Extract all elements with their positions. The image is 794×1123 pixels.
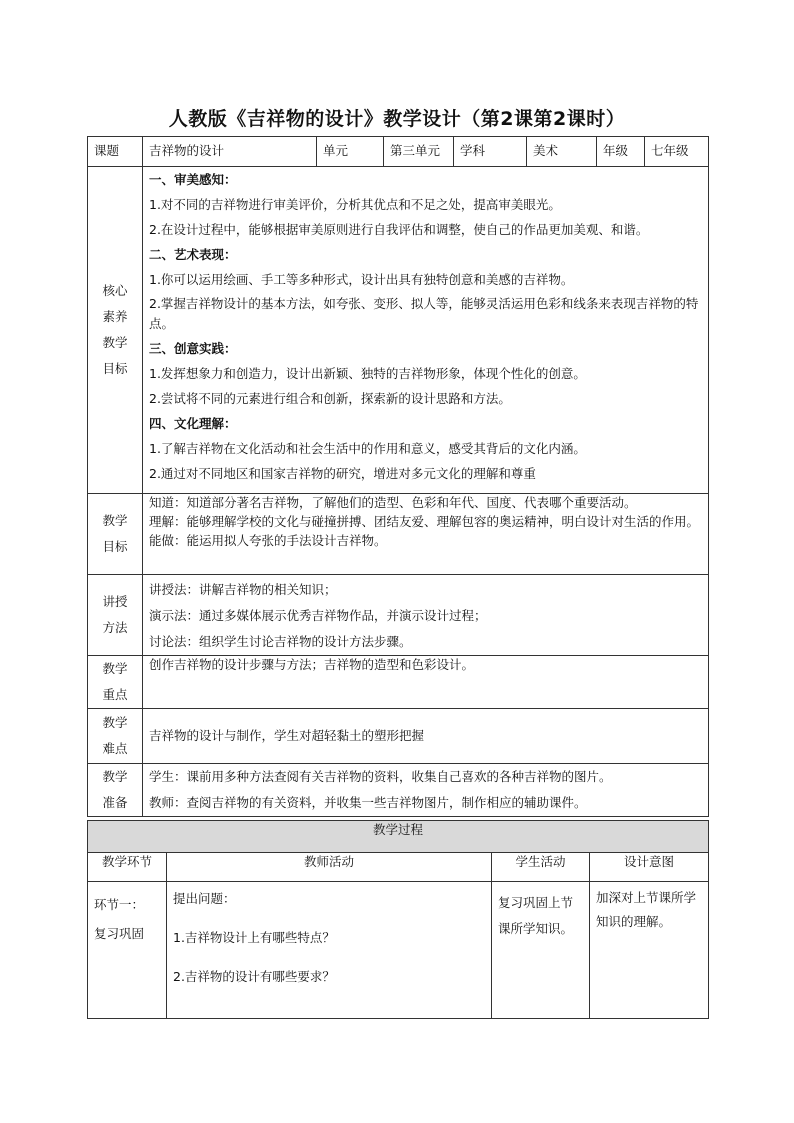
teacher-line: 提出问题： — [173, 891, 236, 906]
method-line: 讨论法：组织学生讨论吉祥物的设计方法步骤。 — [149, 634, 412, 649]
col-stage: 教学环节 — [88, 853, 167, 882]
difficulties-row — [88, 709, 709, 764]
subject-value: 美术 — [527, 137, 597, 167]
grade-label: 年级 — [597, 137, 645, 167]
section-title: 三、创意实践： — [149, 341, 237, 356]
section-title: 四、文化理解： — [149, 416, 237, 431]
method-line: 演示法：通过多媒体展示优秀吉祥物作品，并演示设计过程； — [149, 608, 487, 623]
design-intent-cell: 加深对上节课所学知识的理解。 — [590, 882, 709, 1019]
topic-label: 课题 — [88, 137, 143, 167]
preparation-label — [88, 764, 143, 817]
label-line: 目标 — [102, 539, 128, 554]
goal-item: 1.你可以运用绘画、手工等多种形式，设计出具有独特创意和美感的吉祥物。 — [149, 272, 574, 287]
goal-line: 知道：知道部分著名吉祥物，了解他们的造型、色彩和年代、国度、代表哪个重要活动。 — [149, 495, 637, 510]
stage-cell — [88, 882, 167, 1019]
goal-item: 1.了解吉祥物在文化活动和社会生活中的作用和意义，感受其背后的文化内涵。 — [149, 441, 586, 456]
process-banner: 教学过程 — [88, 821, 709, 853]
label-line: 教学 — [102, 769, 128, 784]
label-line: 教学 — [102, 513, 128, 528]
teaching-goals-content — [143, 494, 709, 575]
process-row — [88, 882, 709, 1019]
prep-line: 教师：查阅吉祥物的有关资料，并收集一些吉祥物图片，制作相应的辅助课件。 — [149, 795, 587, 810]
core-goals-content — [143, 167, 709, 494]
header-row — [88, 137, 709, 167]
teacher-activity-cell — [167, 882, 492, 1019]
preparation-content — [143, 764, 709, 817]
process-banner-row — [88, 821, 709, 853]
key-points-content: 创作吉祥物的设计步骤与方法；吉祥物的造型和色彩设计。 — [143, 656, 709, 709]
goal-line: 能做：能运用拟人夸张的手法设计吉祥物。 — [149, 532, 387, 548]
process-table — [87, 820, 709, 1019]
stage-line: 环节一： — [94, 897, 145, 912]
goal-line: 理解：能够理解学校的文化与碰撞拼搏、团结友爱、理解包容的奥运精神，明白设计对生活的作用。 — [149, 513, 700, 529]
label-line: 讲授 — [102, 594, 128, 609]
goal-item: 2.通过对不同地区和国家吉祥物的研究，增进对多元文化的理解和尊重 — [149, 466, 536, 481]
teaching-goals-label — [88, 494, 143, 575]
lesson-info-table — [87, 136, 709, 817]
col-teacher: 教师活动 — [167, 853, 492, 882]
unit-value: 第三单元 — [384, 137, 454, 167]
key-points-label — [88, 656, 143, 709]
col-intent: 设计意图 — [590, 853, 709, 882]
core-goals-label — [88, 167, 143, 494]
teacher-line: 2.吉祥物的设计有哪些要求？ — [173, 968, 335, 984]
section-title: 二、艺术表现： — [149, 247, 237, 262]
page-title: 人教版《吉祥物的设计》教学设计（第2课第2课时） — [168, 108, 626, 130]
goal-item: 2.掌握吉祥物设计的基本方法，如夸张、变形、拟人等，能够灵活运用色彩和线条来表现吉祥物的特点。 — [149, 296, 699, 331]
label-line: 核心 — [102, 283, 128, 298]
topic-value: 吉祥物的设计 — [143, 137, 317, 167]
teaching-goals-row — [88, 494, 709, 575]
label-line: 教学 — [102, 335, 128, 350]
section-title: 一、审美感知： — [149, 172, 237, 187]
subject-label: 学科 — [454, 137, 527, 167]
key-points-row — [88, 656, 709, 709]
label-line: 重点 — [102, 687, 128, 702]
goal-item: 2.尝试将不同的元素进行组合和创新，探索新的设计思路和方法。 — [149, 391, 511, 406]
goal-item: 2.在设计过程中，能够根据审美原则进行自我评估和调整，使自己的作品更加美观、和谐。 — [149, 222, 649, 237]
methods-content — [143, 575, 709, 656]
unit-label: 单元 — [317, 137, 384, 167]
student-activity-cell: 复习巩固上节课所学知识。 — [492, 882, 590, 1019]
prep-line: 学生：课前用多种方法查阅有关吉祥物的资料，收集自己喜欢的各种吉祥物的图片。 — [149, 769, 612, 784]
difficulties-content: 吉祥物的设计与制作，学生对超轻黏土的塑形把握 — [143, 709, 709, 764]
label-line: 难点 — [102, 741, 128, 756]
label-line: 教学 — [102, 661, 128, 676]
label-line: 教学 — [102, 715, 128, 730]
difficulties-label — [88, 709, 143, 764]
methods-row — [88, 575, 709, 656]
process-column-headers — [88, 853, 709, 882]
label-line: 准备 — [102, 795, 128, 810]
teacher-line: 1.吉祥物设计上有哪些特点？ — [173, 929, 335, 945]
goal-item: 1.对不同的吉祥物进行审美评价，分析其优点和不足之处，提高审美眼光。 — [149, 197, 561, 212]
label-line: 方法 — [102, 620, 128, 635]
preparation-row — [88, 764, 709, 817]
grade-value: 七年级 — [645, 137, 709, 167]
method-line: 讲授法：讲解吉祥物的相关知识； — [149, 582, 337, 597]
col-student: 学生活动 — [492, 853, 590, 882]
goal-item: 1.发挥想象力和创造力，设计出新颖、独特的吉祥物形象，体现个性化的创意。 — [149, 366, 586, 381]
methods-label — [88, 575, 143, 656]
core-goals-row — [88, 167, 709, 494]
label-line: 素养 — [102, 309, 128, 324]
stage-line: 复习巩固 — [94, 926, 145, 941]
label-line: 目标 — [102, 361, 128, 376]
